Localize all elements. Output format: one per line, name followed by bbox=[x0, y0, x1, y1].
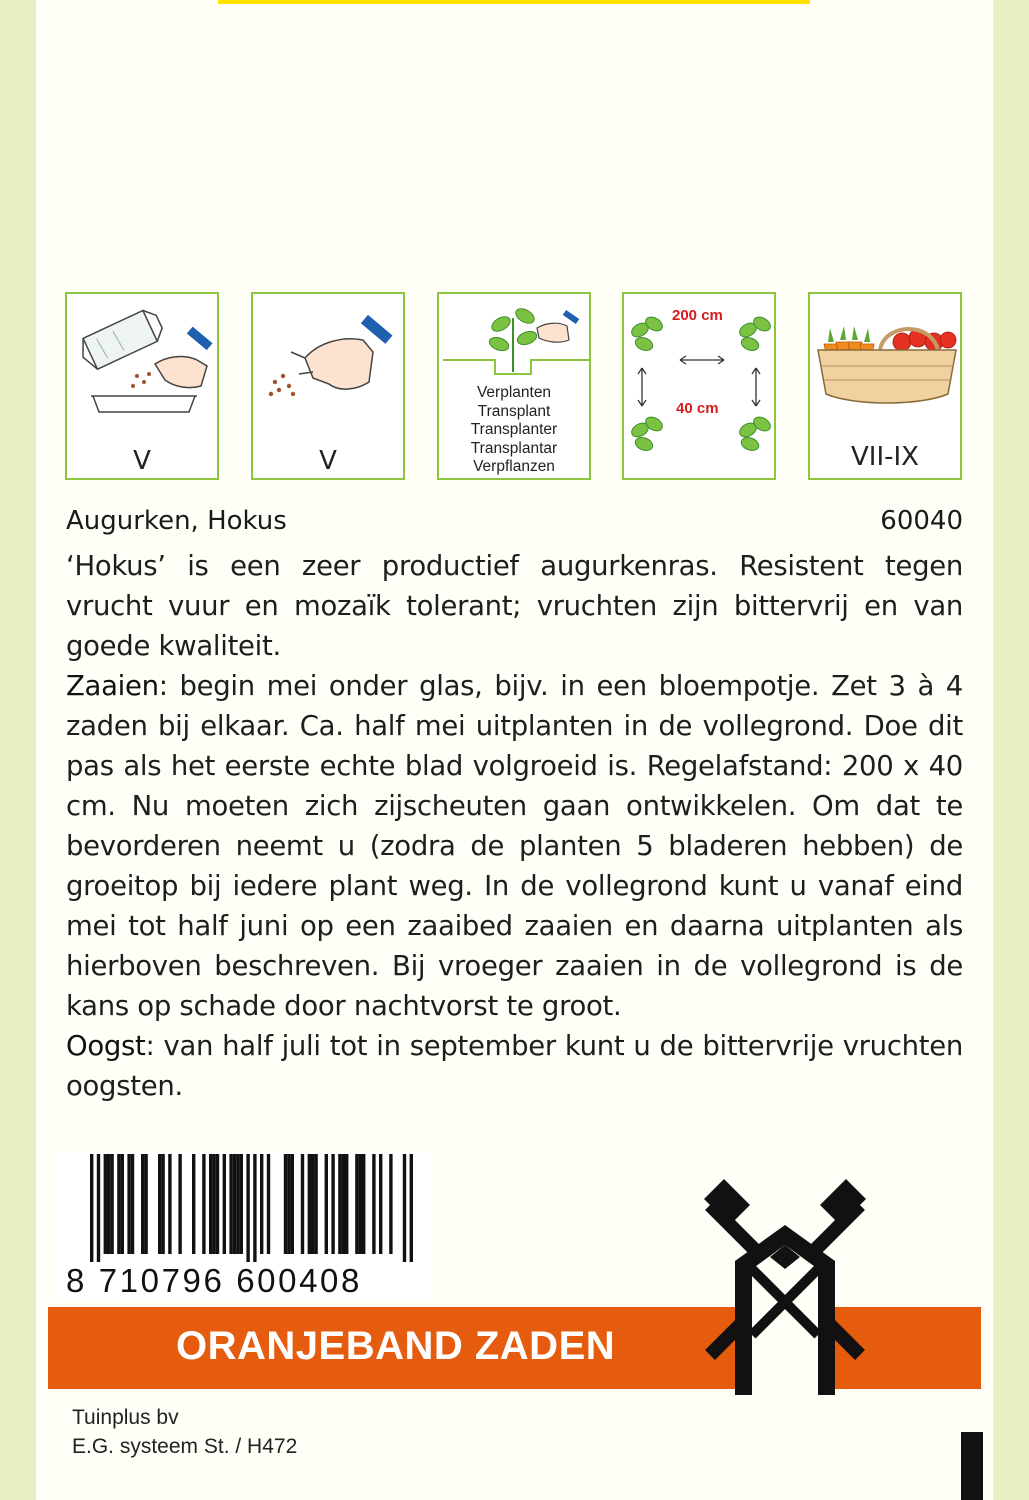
harvest-months-label: VII-IX bbox=[851, 442, 919, 472]
sowing-text: : begin mei onder glas, bijv. in een bloempotje. Zet 3 à 4 zaden bij elkaar. Ca. half mei uitplanten in de vollegrond. Doe dit pas als het eerste echte blad volgroeid is. Regelafstand: 200 x 40 cm. Nu moeten zich zijscheuten gaan ontwikkelen. Om dat te bevorderen neemt u (zodra de planten 5 bladeren hebben) de groeitop bij iedere plant weg. In de vollegrond kunt u vanaf eind mei tot half juni op een zaaibed zaaien en daarna uitplanten als hierboven beschreven. Bij vroeger zaaien in de vollegrond is de kans op schade door nachtvorst te groot. bbox=[66, 670, 963, 1022]
barcode-bar bbox=[267, 1154, 270, 1254]
barcode-bar bbox=[209, 1154, 212, 1254]
plant-distance-label: 40 cm bbox=[676, 400, 719, 417]
barcode-bar bbox=[325, 1154, 328, 1254]
barcode-bar bbox=[260, 1154, 263, 1254]
barcode-bar bbox=[291, 1154, 294, 1254]
barcode-bar bbox=[121, 1154, 124, 1254]
footer bbox=[72, 1403, 297, 1461]
transplant-labels bbox=[439, 384, 589, 477]
barcode-bar bbox=[104, 1154, 107, 1254]
transplant-label-de: Verpflanzen bbox=[473, 458, 555, 475]
barcode-bar bbox=[178, 1154, 181, 1254]
windmill-logo-icon bbox=[690, 1165, 880, 1395]
barcode-bar bbox=[216, 1154, 219, 1254]
barcode-bar bbox=[117, 1154, 120, 1254]
harvest-text: : van half juli tot in september kunt u de bittervrije vruchten oogsten. bbox=[66, 1030, 963, 1102]
barcode-bar bbox=[127, 1154, 130, 1254]
barcode-bar bbox=[253, 1154, 256, 1262]
barcode-bar bbox=[202, 1154, 205, 1254]
barcode-bar bbox=[158, 1154, 161, 1254]
transplant-label-es: Transplantar bbox=[470, 439, 558, 457]
barcode-bar bbox=[308, 1154, 311, 1254]
barcode-bar bbox=[223, 1154, 226, 1254]
barcode-bar bbox=[403, 1154, 406, 1262]
barcode-bar bbox=[212, 1154, 215, 1254]
harvest-paragraph bbox=[66, 1026, 963, 1106]
barcode-bar bbox=[161, 1154, 164, 1254]
transplant-label-nl: Verplanten bbox=[476, 384, 552, 401]
standard-code: E.G. systeem St. / H472 bbox=[72, 1435, 298, 1458]
barcode-number: 8 710796 600408 bbox=[66, 1262, 362, 1299]
barcode-bar bbox=[287, 1154, 290, 1254]
sowing-paragraph bbox=[66, 666, 963, 1026]
barcode-bar bbox=[229, 1154, 232, 1254]
barcode-bar bbox=[284, 1154, 287, 1254]
barcode-bar bbox=[131, 1154, 134, 1254]
barcode-bar bbox=[342, 1154, 345, 1254]
barcode-bars bbox=[55, 1152, 431, 1262]
right-edge bbox=[993, 0, 1029, 1500]
barcode-bar bbox=[410, 1154, 413, 1262]
barcode-bar bbox=[355, 1154, 358, 1254]
transplant-label-fr: Transplanter bbox=[470, 421, 558, 438]
barcode-bar bbox=[311, 1154, 314, 1254]
top-strip bbox=[218, 0, 810, 4]
barcode-bar bbox=[345, 1154, 348, 1254]
product-title-row bbox=[66, 506, 963, 542]
row-distance-label: 200 cm bbox=[672, 307, 723, 324]
harvest-heading: Oogst bbox=[66, 1030, 146, 1062]
barcode-bar bbox=[338, 1154, 341, 1254]
barcode-bar bbox=[141, 1154, 144, 1254]
brand-name: ORANJEBAND ZADEN bbox=[176, 1324, 616, 1368]
sow-outdoor-label: V bbox=[319, 446, 337, 476]
cut-mark bbox=[961, 1432, 983, 1500]
barcode-bar bbox=[168, 1154, 171, 1254]
barcode-bar bbox=[192, 1154, 195, 1254]
barcode-bar bbox=[236, 1154, 239, 1254]
barcode-bar bbox=[372, 1154, 375, 1254]
barcode-bar bbox=[389, 1154, 392, 1254]
barcode-bar bbox=[90, 1154, 93, 1262]
barcode-bar bbox=[97, 1154, 100, 1262]
sow-indoor-panel bbox=[65, 292, 219, 480]
barcode-bar bbox=[110, 1154, 113, 1254]
sow-indoor-label: V bbox=[133, 446, 151, 476]
barcode-bar bbox=[301, 1154, 304, 1254]
barcode-bar bbox=[359, 1154, 362, 1254]
barcode-bar bbox=[379, 1154, 382, 1254]
barcode-bar bbox=[107, 1154, 110, 1254]
barcode-bar bbox=[240, 1154, 243, 1254]
barcode-bar bbox=[331, 1154, 334, 1254]
barcode-bar bbox=[362, 1154, 365, 1254]
barcode-bar bbox=[144, 1154, 147, 1254]
barcode-bar bbox=[314, 1154, 317, 1254]
barcode-bar bbox=[246, 1154, 249, 1262]
spacing-panel bbox=[622, 292, 776, 480]
harvest-panel bbox=[808, 292, 962, 480]
transplant-panel bbox=[437, 292, 591, 480]
barcode-bar bbox=[233, 1154, 236, 1254]
product-name: Augurken, Hokus bbox=[66, 506, 287, 536]
intro-paragraph: ‘Hokus’ is een zeer productief augurkenras. Resistent tegen vrucht vuur en mozaïk tolerant; vruchten zijn bittervrij en van goede kwaliteit. bbox=[66, 550, 963, 662]
sow-outdoor-panel bbox=[251, 292, 405, 480]
product-code: 60040 bbox=[880, 506, 963, 536]
transplant-label-en: Transplant bbox=[477, 402, 551, 420]
product-description bbox=[66, 546, 963, 1106]
company-name: Tuinplus bv bbox=[72, 1406, 179, 1429]
left-edge bbox=[0, 0, 36, 1500]
sowing-heading: Zaaien bbox=[66, 670, 159, 702]
